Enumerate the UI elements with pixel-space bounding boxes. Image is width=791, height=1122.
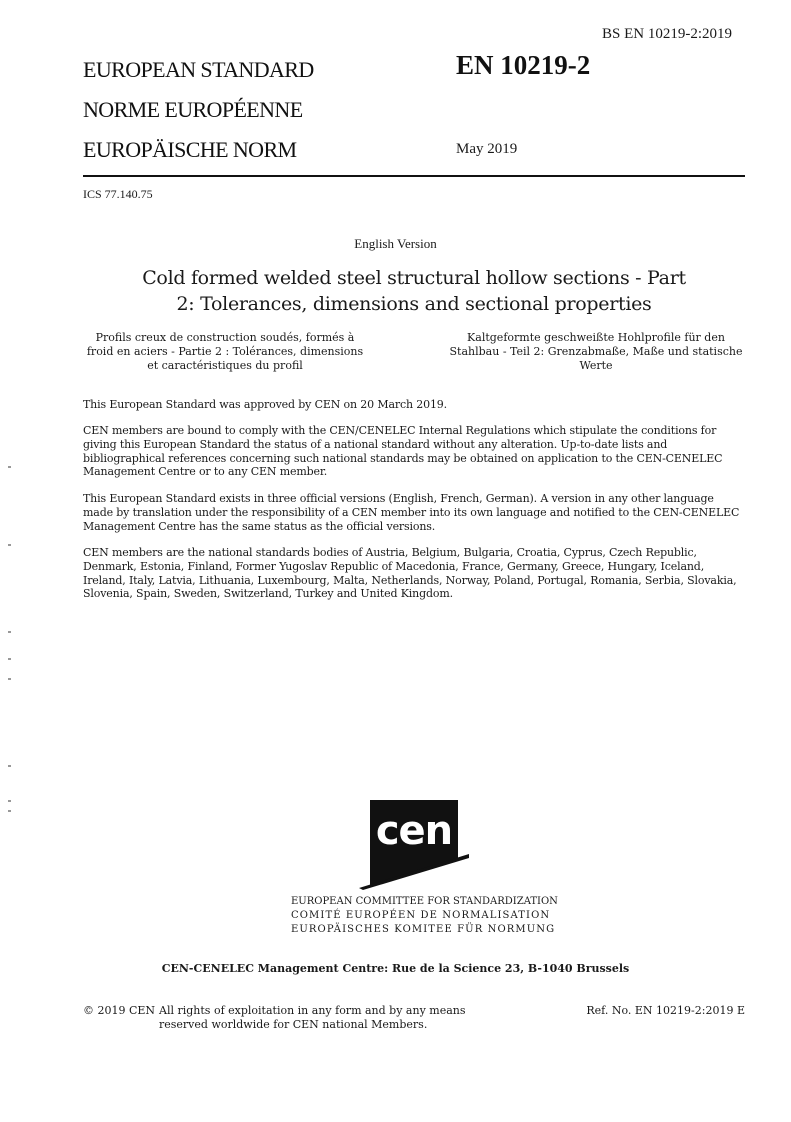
- committee-name-french: COMITÉ EUROPÉEN DE NORMALISATION: [291, 910, 551, 921]
- publication-date: May 2019: [456, 141, 518, 157]
- header-divider: [83, 175, 745, 177]
- cen-logo-text: cen: [375, 808, 453, 854]
- rights-statement: All rights of exploitation in any form and by any means reserved worldwide for CEN national Members.: [159, 1004, 466, 1031]
- version-label: English Version: [354, 236, 437, 251]
- committee-name-english: EUROPEAN COMMITTEE FOR STANDARDIZATION: [291, 896, 558, 907]
- standard-name-german: EUROPÄISCHE NORM: [83, 137, 297, 162]
- standard-name-english: EUROPEAN STANDARD: [83, 57, 314, 82]
- copyright-notice: © 2019 CEN: [83, 1004, 156, 1017]
- margin-mark: [8, 800, 11, 802]
- margin-mark: [8, 658, 11, 660]
- german-title: Kaltgeformte geschweißte Hohlprofile für den Stahlbau - Teil 2: Grenzabmaße, Maße und statische Werte: [449, 331, 743, 372]
- margin-mark: [8, 544, 11, 546]
- margin-mark: [8, 466, 11, 468]
- reference-number: Ref. No. EN 10219-2:2019 E: [586, 1004, 745, 1017]
- french-title: Profils creux de construction soudés, formés à froid en aciers - Partie 2 : Tolérances, dimensions et caractéristiques du profil: [86, 331, 364, 372]
- margin-mark: [8, 631, 11, 633]
- margin-mark: [8, 678, 11, 680]
- margin-mark: [8, 765, 11, 767]
- official-versions-paragraph: This European Standard exists in three official versions (English, French, German). A version in any other language made by translation under the responsibility of a CEN member into its own language and notified to the CEN-CENELEC Management Centre has the same status as the official versions.: [83, 492, 740, 533]
- ics-code: ICS 77.140.75: [83, 187, 153, 201]
- en-number: EN 10219-2: [456, 50, 591, 80]
- management-centre-address: CEN-CENELEC Management Centre: Rue de la Science 23, B-1040 Brussels: [161, 962, 630, 975]
- bs-reference: BS EN 10219-2:2019: [601, 26, 732, 42]
- committee-name-german: EUROPÄISCHES KOMITEE FÜR NORMUNG: [291, 924, 556, 935]
- margin-mark: [8, 810, 11, 812]
- members-paragraph: CEN members are the national standards bodies of Austria, Belgium, Bulgaria, Croatia, Cyprus, Czech Republic, Denmark, Estonia, Finland, Former Yugoslav Republic of Macedonia, France, Germany, Greece, Hungary, Iceland, Ireland, Italy, Latvia, Lithuania, Luxembourg, Malta, Netherlands, Norway, Poland, Portugal, Romania, Serbia, Slovakia, Slovenia, Spain, Sweden, Switzerland, Turkey and United Kingdom.: [83, 546, 737, 601]
- standard-name-french: NORME EUROPÉENNE: [83, 97, 303, 122]
- regulations-paragraph: CEN members are bound to comply with the CEN/CENELEC Internal Regulations which stipulate the conditions for giving this European Standard the status of a national standard without any alteration. Up-to-date lists and bibliographical references concerning such national standards may be obtained on application to the CEN-CENELEC Management Centre or to any CEN member.: [83, 424, 723, 479]
- cen-logo-icon: [357, 800, 471, 890]
- main-title: Cold formed welded steel structural hollow sections - Part 2: Tolerances, dimensions and sectional properties: [142, 267, 686, 315]
- approval-paragraph: This European Standard was approved by CEN on 20 March 2019.: [83, 398, 447, 411]
